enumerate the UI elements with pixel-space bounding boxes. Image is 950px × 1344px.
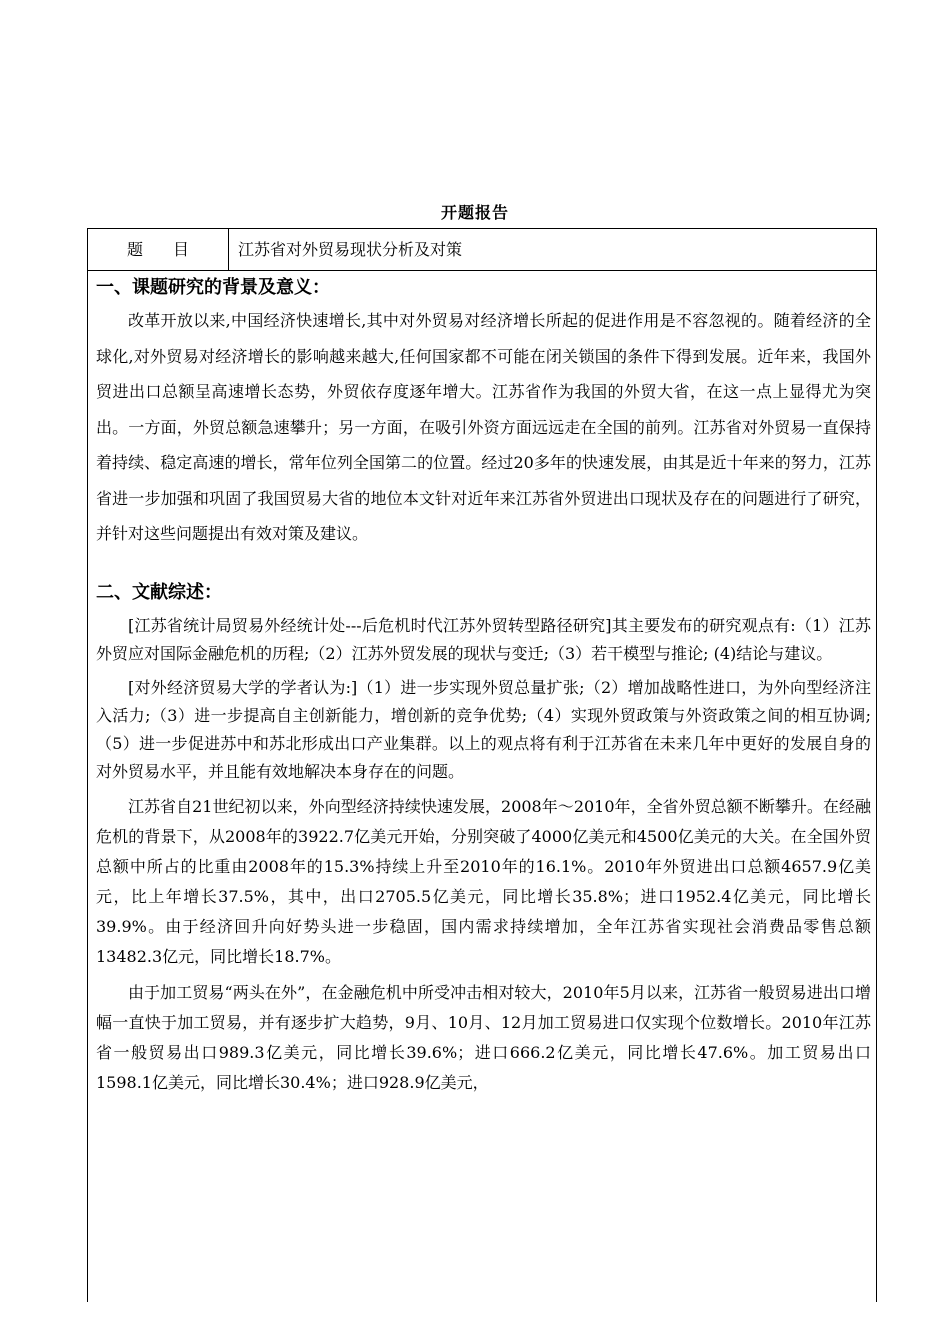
topic-value: 江苏省对外贸易现状分析及对策 <box>238 240 463 259</box>
section1-heading: 一、课题研究的背景及意义： <box>96 277 330 298</box>
content-cell <box>96 273 871 1098</box>
proposal-table <box>87 228 877 1302</box>
topic-label: 题目 <box>88 229 229 270</box>
literature-paragraph-3: 江苏省自21世纪初以来，外向型经济持续快速发展，2008年～2010年，全省外贸总额不断攀升。在经融危机的背景下，从2008年的3922.7亿美元开始，分别突破了4000亿美元和4500亿美元的大关。在全国外贸总额中所占的比重由2008年的15.3%持续上升至2010年的16.1%。2010年外贸进出口总额4657.9亿美元，比上年增长37.5%，其中，出口2705.5亿美元，同比增长35.8%；进口1952.4亿美元，同比增长39.9%。由于经济回升向好势头进一步稳固，国内需求持续增加，全年江苏省实现社会消费品零售总额13482.3亿元，同比增长18.7%。 <box>96 796 871 966</box>
section2-heading: 二、文献综述： <box>96 581 222 603</box>
topic-row <box>88 229 876 271</box>
literature-paragraph-1: [江苏省统计局贸易外经统计处---后危机时代江苏外贸转型路径研究]其主要发布的研究观点有:（1）江苏外贸应对国际金融危机的历程;（2）江苏外贸发展的现状与变迁;（3）若干模型与推论; (4)结论与建议。 <box>96 615 871 663</box>
document-title: 开题报告 <box>440 203 509 222</box>
section1-paragraph: 改革开放以来,中国经济快速增长,其中对外贸易对经济增长所起的促进作用是不容忽视的。随着经济的全球化,对外贸易对经济增长的影响越来越大,任何国家都不可能在闭关锁国的条件下得到发展。近年来，我国外贸进出口总额呈高速增长态势，外贸依存度逐年增大。江苏省作为我国的外贸大省，在这一点上显得尤为突出。一方面，外贸总额急速攀升；另一方面，在吸引外资方面远远走在全国的前列。江苏省对外贸易一直保持着持续、稳定高速的增长，常年位列全国第二的位置。经过20多年的快速发展，由其是近十年来的努力，江苏省进一步加强和巩固了我国贸易大省的地位本文针对近年来江苏省外贸进出口现状及存在的问题进行了研究，并针对这些问题提出有效对策及建议。 <box>96 311 871 543</box>
literature-paragraph-2: [对外经济贸易大学的学者认为:]（1）进一步实现外贸总量扩张;（2）增加战略性进口，为外向型经济注入活力;（3）进一步提高自主创新能力，增创新的竞争优势;（4）实现外贸政策与外资政策之间的相互协调;（5）进一步促进苏中和苏北形成出口产业集群。以上的观点将有利于江苏省在未来几年中更好的发展自身的对外贸易水平，并且能有效地解决本身存在的问题。 <box>96 677 871 781</box>
literature-paragraph-4: 由于加工贸易“两头在外”，在金融危机中所受冲击相对较大，2010年5月以来，江苏省一般贸易进出口增幅一直快于加工贸易，并有逐步扩大趋势，9月、10月、12月加工贸易进口仅实现个位数增长。2010年江苏省一般贸易出口989.3亿美元，同比增长39.6%；进口666.2亿美元，同比增长47.6%。加工贸易出口1598.1亿美元，同比增长30.4%；进口928.9亿美元， <box>96 982 871 1092</box>
